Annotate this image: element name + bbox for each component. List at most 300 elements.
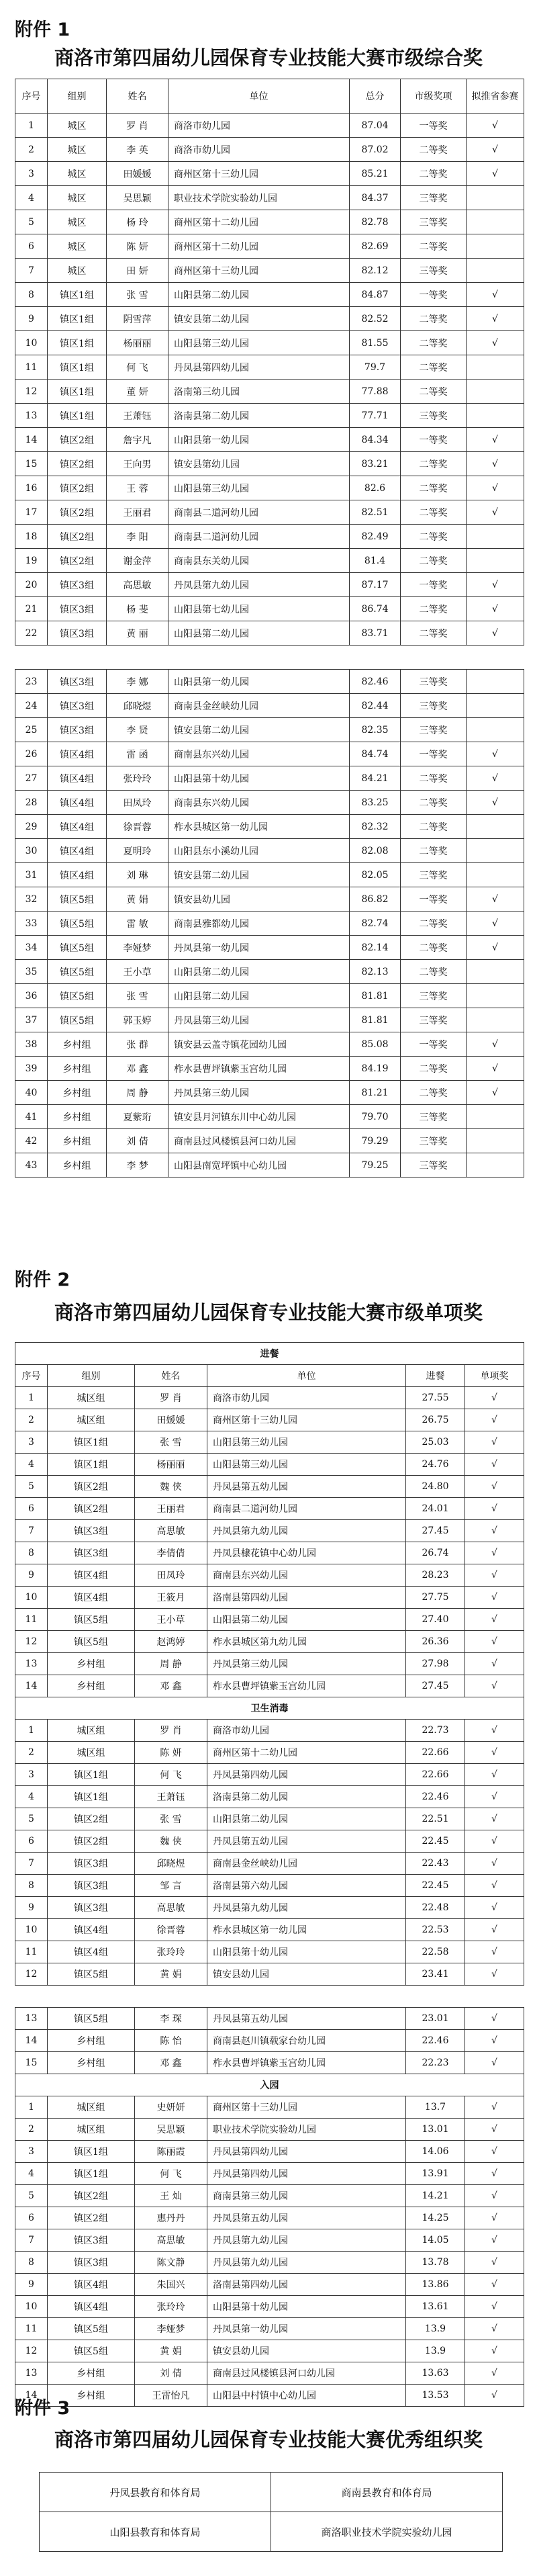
table-cell: 洛南县第六幼儿园 — [207, 1875, 406, 1897]
table-cell: 乡村组 — [48, 1675, 135, 1697]
table-cell: 郭玉婷 — [107, 1008, 168, 1032]
table-cell: 三等奖 — [401, 718, 467, 742]
table-cell: 81.55 — [350, 331, 401, 355]
table-cell: 李 贤 — [107, 718, 168, 742]
table-cell — [467, 984, 524, 1008]
table-cell: 10 — [15, 331, 48, 355]
table-row — [15, 355, 524, 380]
table-cell: 洛南县第四幼儿园 — [207, 1587, 406, 1609]
table-cell: 12 — [15, 1631, 48, 1653]
column-header: 姓名 — [135, 1365, 207, 1387]
table-cell: 镇区5组 — [48, 960, 107, 984]
table-cell: 35 — [15, 960, 48, 984]
table-cell: 二等奖 — [401, 960, 467, 984]
table-cell: 37 — [15, 1008, 48, 1032]
table-row — [15, 549, 524, 573]
table-cell: √ — [467, 331, 524, 355]
table-cell: 王小草 — [107, 960, 168, 984]
table-cell: 三等奖 — [401, 1008, 467, 1032]
table-cell: 乡村组 — [48, 2362, 135, 2385]
table-cell: 一等奖 — [401, 573, 467, 597]
table-cell: 镇区3组 — [48, 718, 107, 742]
table-cell — [467, 186, 524, 210]
column-header: 市级奖项 — [401, 79, 467, 114]
table-cell: 二等奖 — [401, 234, 467, 259]
table-cell: 商南县过风楼镇县河口幼儿园 — [207, 2362, 406, 2385]
table-cell: √ — [467, 1081, 524, 1105]
table-cell: 22.51 — [406, 1808, 465, 1830]
table-cell: 商南县教育和体育局 — [271, 2473, 503, 2512]
table-cell: 镇区2组 — [48, 1808, 135, 1830]
table-cell: 李 梦 — [107, 1153, 168, 1178]
table-cell: 丹凤县第九幼儿园 — [168, 573, 350, 597]
table-cell: 杨丽丽 — [107, 331, 168, 355]
table-cell: 商洛市幼儿园 — [168, 138, 350, 162]
table-cell: 阴雪萍 — [107, 307, 168, 331]
table-cell: 5 — [15, 1476, 48, 1498]
table-cell: 朱国兴 — [135, 2274, 207, 2296]
table-cell: 16 — [15, 476, 48, 500]
table-cell: 镇区4组 — [48, 863, 107, 887]
table-row — [15, 283, 524, 307]
table-row — [15, 307, 524, 331]
table-cell: 城区 — [48, 138, 107, 162]
table-cell: 镇区4组 — [48, 766, 107, 791]
table-cell: 镇区4组 — [48, 2274, 135, 2296]
table-cell: 二等奖 — [401, 815, 467, 839]
table-cell: 镇区1组 — [48, 380, 107, 404]
table-row — [15, 1830, 524, 1853]
table-cell: 镇区5组 — [48, 1609, 135, 1631]
table-cell: 田媛媛 — [107, 162, 168, 186]
table-cell: 二等奖 — [401, 476, 467, 500]
table-cell: 79.7 — [350, 355, 401, 380]
table-cell: 罗 肖 — [135, 1387, 207, 1409]
table-row — [15, 428, 524, 452]
table-cell: 魏 侠 — [135, 1830, 207, 1853]
table-cell: √ — [465, 1764, 524, 1786]
table-cell: 何 飞 — [135, 2163, 207, 2185]
table-cell: 职业技术学院实验幼儿园 — [168, 186, 350, 210]
table-cell: √ — [467, 307, 524, 331]
table-cell: 13 — [15, 2362, 48, 2385]
table-cell: 23.41 — [406, 1963, 465, 1986]
table-cell — [467, 1153, 524, 1178]
table-cell: 镇区4组 — [48, 2296, 135, 2318]
table-row — [15, 2229, 524, 2252]
table-cell: 城区 — [48, 234, 107, 259]
table-cell: 张玲玲 — [135, 2296, 207, 2318]
table-cell: 一等奖 — [401, 283, 467, 307]
table-row — [15, 1129, 524, 1153]
table-cell: 丹凤县第三幼儿园 — [168, 1081, 350, 1105]
table-cell: 27.40 — [406, 1609, 465, 1631]
table-cell: 商州区第十二幼儿园 — [168, 210, 350, 234]
table-cell: 山阳县中村镇中心幼儿园 — [207, 2385, 406, 2407]
table-cell: 一等奖 — [401, 742, 467, 766]
table-cell: 84.74 — [350, 742, 401, 766]
table-cell: 柞水县城区第九幼儿园 — [207, 1631, 406, 1653]
table-cell: 镇区1组 — [48, 404, 107, 428]
table-cell: 三等奖 — [401, 694, 467, 718]
table-cell: 6 — [15, 234, 48, 259]
table-cell: 22.66 — [406, 1764, 465, 1786]
table-cell: 82.74 — [350, 912, 401, 936]
table-cell: 丹凤县第一幼儿园 — [168, 936, 350, 960]
table-cell: 30 — [15, 839, 48, 863]
table-cell: 入园 — [15, 2074, 524, 2096]
table-cell: 李娅梦 — [107, 936, 168, 960]
table-cell: √ — [465, 1587, 524, 1609]
table-cell: 镇区5组 — [48, 2340, 135, 2362]
table-cell: 二等奖 — [401, 912, 467, 936]
table-cell: 柞水县城区第一幼儿园 — [207, 1919, 406, 1941]
table-cell: 镇区2组 — [48, 2185, 135, 2207]
table-cell: 26.36 — [406, 1631, 465, 1653]
table-cell: 31 — [15, 863, 48, 887]
table-cell: 镇区3组 — [48, 694, 107, 718]
table-cell: 27.45 — [406, 1520, 465, 1542]
table-cell: √ — [465, 1720, 524, 1742]
table-cell: 邓 鑫 — [107, 1057, 168, 1081]
table-cell: 邱晓煜 — [107, 694, 168, 718]
table-cell: 26.74 — [406, 1542, 465, 1564]
table-cell: 10 — [15, 2296, 48, 2318]
table-cell: 镇区2组 — [48, 476, 107, 500]
table-row — [15, 2185, 524, 2207]
table-cell: 10 — [15, 1919, 48, 1941]
table-row — [15, 670, 524, 694]
table-cell: 杨 斐 — [107, 597, 168, 621]
table-cell: 山阳县第三幼儿园 — [207, 1431, 406, 1454]
table-cell: 82.78 — [350, 210, 401, 234]
table-cell: 42 — [15, 1129, 48, 1153]
table-cell: 山阳县教育和体育局 — [40, 2512, 271, 2552]
table-row — [40, 2473, 503, 2512]
table-cell: 王向男 — [107, 452, 168, 476]
table-cell: 山阳县第二幼儿园 — [168, 960, 350, 984]
table-cell: 山阳县第三幼儿园 — [168, 476, 350, 500]
table-cell: √ — [465, 1808, 524, 1830]
table-cell: 5 — [15, 2185, 48, 2207]
table-row — [15, 2385, 524, 2407]
table-cell: 镇区4组 — [48, 815, 107, 839]
table-row — [15, 1963, 524, 1986]
table-cell: √ — [465, 2096, 524, 2119]
table-cell: 9 — [15, 307, 48, 331]
table-cell: √ — [467, 138, 524, 162]
table-cell: 18 — [15, 525, 48, 549]
table-cell: 镇安县幼儿园 — [207, 1963, 406, 1986]
table-row — [15, 1476, 524, 1498]
table-cell: √ — [467, 114, 524, 138]
table-row — [15, 1520, 524, 1542]
table-row — [15, 1764, 524, 1786]
table-cell: 洛南县第四幼儿园 — [207, 2274, 406, 2296]
table-cell: 84.19 — [350, 1057, 401, 1081]
table-cell: 29 — [15, 815, 48, 839]
table-cell: √ — [465, 1786, 524, 1808]
table-cell: √ — [467, 936, 524, 960]
table-row — [15, 912, 524, 936]
table-cell: 三等奖 — [401, 259, 467, 283]
table-cell: 三等奖 — [401, 210, 467, 234]
column-header: 姓名 — [107, 79, 168, 114]
table-cell: √ — [465, 1387, 524, 1409]
table-cell: 周 静 — [107, 1081, 168, 1105]
attachment-3-label: 附件 3 — [15, 2398, 70, 2419]
table-cell: 17 — [15, 500, 48, 525]
table-cell: 87.02 — [350, 138, 401, 162]
table-cell — [467, 549, 524, 573]
table-cell: 商南县雅都幼儿园 — [168, 912, 350, 936]
table-row — [15, 1742, 524, 1764]
table-cell: 丹凤县第五幼儿园 — [207, 2207, 406, 2229]
table-cell: 陈 妍 — [107, 234, 168, 259]
table-cell: 雷 敏 — [107, 912, 168, 936]
table-cell: 李 琛 — [135, 2008, 207, 2030]
table-cell: 12 — [15, 1963, 48, 1986]
table-cell: 镇区5组 — [48, 984, 107, 1008]
table-cell: 22.48 — [406, 1897, 465, 1919]
table-cell: 徐晋蓉 — [135, 1919, 207, 1941]
table-cell: 周 静 — [135, 1653, 207, 1675]
table-cell: 罗 肖 — [107, 114, 168, 138]
table-cell: 城区 — [48, 210, 107, 234]
table-cell — [467, 815, 524, 839]
table-cell: 黄 娟 — [107, 887, 168, 912]
table-cell: 商南县金丝峡幼儿园 — [207, 1853, 406, 1875]
table-cell: 15 — [15, 452, 48, 476]
table-cell: √ — [465, 2274, 524, 2296]
table-cell: √ — [465, 1520, 524, 1542]
table-cell: 镇区4组 — [48, 839, 107, 863]
table-cell: 13 — [15, 1653, 48, 1675]
table-cell: √ — [465, 2362, 524, 2385]
table-cell: 镇区5组 — [48, 2318, 135, 2340]
table-cell: 镇安县幼儿园 — [207, 2340, 406, 2362]
table-cell: √ — [467, 742, 524, 766]
table-cell: 7 — [15, 259, 48, 283]
table-cell: 李 英 — [107, 138, 168, 162]
table-cell — [467, 839, 524, 863]
table-row — [15, 452, 524, 476]
table-cell: 13.9 — [406, 2340, 465, 2362]
table-cell: 镇区2组 — [48, 1830, 135, 1853]
table-cell: 87.04 — [350, 114, 401, 138]
table-cell: 84.21 — [350, 766, 401, 791]
table-cell: √ — [465, 1564, 524, 1587]
table-cell: 14 — [15, 1675, 48, 1697]
table-cell: √ — [465, 1631, 524, 1653]
table-cell: 二等奖 — [401, 331, 467, 355]
table-row — [15, 1498, 524, 1520]
table-cell: 丹凤县第四幼儿园 — [207, 2141, 406, 2163]
table-cell: 丹凤县棣花镇中心幼儿园 — [207, 1542, 406, 1564]
column-header: 组别 — [48, 79, 107, 114]
table-cell — [467, 404, 524, 428]
table-cell: 丹凤县第一幼儿园 — [207, 2318, 406, 2340]
table-row — [15, 2141, 524, 2163]
table-cell: 二等奖 — [401, 355, 467, 380]
table-cell: 83.25 — [350, 791, 401, 815]
table-cell: 镇区3组 — [48, 597, 107, 621]
table-cell: 王雷怡凡 — [135, 2385, 207, 2407]
table-cell: 22.53 — [406, 1919, 465, 1941]
table-cell: 9 — [15, 1564, 48, 1587]
table-cell: 3 — [15, 162, 48, 186]
table-row — [15, 766, 524, 791]
column-header: 单位 — [207, 1365, 406, 1387]
table-cell: 87.17 — [350, 573, 401, 597]
table-cell: 二等奖 — [401, 380, 467, 404]
table-cell: 邹 言 — [135, 1875, 207, 1897]
table-cell: 三等奖 — [401, 863, 467, 887]
table-cell: √ — [465, 2163, 524, 2185]
table-row — [15, 259, 524, 283]
table-cell: 田 妍 — [107, 259, 168, 283]
table-cell: 镇安县第二幼儿园 — [168, 718, 350, 742]
table-cell: 山阳县第二幼儿园 — [207, 1808, 406, 1830]
table-row — [15, 210, 524, 234]
table-cell: 乡村组 — [48, 2052, 135, 2074]
table-cell: 进餐 — [15, 1343, 524, 1365]
table-cell: 82.46 — [350, 670, 401, 694]
table-cell: 高思敏 — [135, 1520, 207, 1542]
column-header: 序号 — [15, 1365, 48, 1387]
table-cell: 二等奖 — [401, 791, 467, 815]
table-cell: 8 — [15, 283, 48, 307]
table-row — [15, 1542, 524, 1564]
table-cell: 山阳县第二幼儿园 — [168, 984, 350, 1008]
table-cell: 城区组 — [48, 2096, 135, 2119]
table-row — [15, 2096, 524, 2119]
table-cell: 8 — [15, 1542, 48, 1564]
attachment-1-title: 商洛市第四届幼儿园保育专业技能大赛市级综合奖 — [54, 46, 483, 69]
table-cell: 丹凤县第四幼儿园 — [207, 1764, 406, 1786]
table-cell: 田凤玲 — [135, 1564, 207, 1587]
table-cell: 11 — [15, 1609, 48, 1631]
table-cell: 田媛媛 — [135, 1409, 207, 1431]
table-cell — [467, 234, 524, 259]
table-row — [15, 1609, 524, 1631]
table-cell: 镇区2组 — [48, 525, 107, 549]
table-cell: 邱晓煜 — [135, 1853, 207, 1875]
table-cell: √ — [467, 912, 524, 936]
table-cell: 镇区5组 — [48, 936, 107, 960]
table-cell: √ — [465, 1409, 524, 1431]
table-cell: 43 — [15, 1153, 48, 1178]
table-cell: 夏明玲 — [107, 839, 168, 863]
table-cell: 82.44 — [350, 694, 401, 718]
table-cell: 镇区1组 — [48, 355, 107, 380]
table-cell: 镇区3组 — [48, 2229, 135, 2252]
table-cell: 邓 鑫 — [135, 2052, 207, 2074]
table-cell: √ — [467, 887, 524, 912]
table-row — [15, 1431, 524, 1454]
table-cell: √ — [465, 1963, 524, 1986]
table-cell: 1 — [15, 1387, 48, 1409]
table-cell: 镇安县幼儿园 — [168, 887, 350, 912]
table-cell: 赵鸿婷 — [135, 1631, 207, 1653]
table-cell: 二等奖 — [401, 452, 467, 476]
table-cell: 商南县二道河幼儿园 — [168, 525, 350, 549]
table-cell: 何 飞 — [107, 355, 168, 380]
table-cell: √ — [467, 476, 524, 500]
table-cell — [467, 1105, 524, 1129]
table-cell: 84.87 — [350, 283, 401, 307]
table-cell: √ — [467, 791, 524, 815]
table-row — [15, 1387, 524, 1409]
table-cell: 乡村组 — [48, 1129, 107, 1153]
table-cell: 82.49 — [350, 525, 401, 549]
table-cell: √ — [467, 162, 524, 186]
table-row — [15, 2362, 524, 2385]
comprehensive-award-table — [15, 79, 524, 1178]
table-cell: 14 — [15, 2030, 48, 2052]
table-cell: 吴思颖 — [135, 2119, 207, 2141]
table-cell: 城区 — [48, 114, 107, 138]
table-cell: √ — [465, 1897, 524, 1919]
table-cell — [467, 694, 524, 718]
table-header — [15, 79, 524, 114]
table-cell: 镇区4组 — [48, 742, 107, 766]
organization-award-table — [39, 2472, 503, 2552]
table-cell: 三等奖 — [401, 1129, 467, 1153]
table-cell: 27.55 — [406, 1387, 465, 1409]
table-cell: 13.78 — [406, 2252, 465, 2274]
table-row — [15, 1941, 524, 1963]
table-cell: 24 — [15, 694, 48, 718]
table-row — [15, 2340, 524, 2362]
table-cell: 镇区5组 — [48, 1008, 107, 1032]
table-row — [15, 162, 524, 186]
table-cell: √ — [467, 766, 524, 791]
table-cell — [467, 718, 524, 742]
table-cell: √ — [465, 2318, 524, 2340]
table-row — [15, 234, 524, 259]
table-cell: 乡村组 — [48, 1105, 107, 1129]
table-cell: 25 — [15, 718, 48, 742]
table-cell: 2 — [15, 2119, 48, 2141]
table-cell: 乡村组 — [48, 2385, 135, 2407]
table-cell: 镇区3组 — [48, 573, 107, 597]
table-cell: 22.45 — [406, 1875, 465, 1897]
table-row — [15, 380, 524, 404]
table-row — [15, 2008, 524, 2030]
table-cell: 柞水县曹坪镇紫玉宫幼儿园 — [207, 2052, 406, 2074]
table-cell: 27.98 — [406, 1653, 465, 1675]
table-cell: 商南县东兴幼儿园 — [168, 791, 350, 815]
table-cell: 二等奖 — [401, 525, 467, 549]
table-cell: 山阳县第一幼儿园 — [168, 670, 350, 694]
table-cell: 83.71 — [350, 621, 401, 646]
table-cell: 27.75 — [406, 1587, 465, 1609]
table-cell: 城区 — [48, 162, 107, 186]
table-cell: 黄 娟 — [135, 1963, 207, 1986]
table-cell: 雷 函 — [107, 742, 168, 766]
section-header — [15, 1697, 524, 1720]
table-cell: 洛南县第二幼儿园 — [168, 404, 350, 428]
table-cell: 丹凤县第九幼儿园 — [207, 2252, 406, 2274]
table-cell — [467, 1129, 524, 1153]
table-cell: 李 阳 — [107, 525, 168, 549]
table-cell: 12 — [15, 380, 48, 404]
table-cell: 36 — [15, 984, 48, 1008]
table-cell: 镇区3组 — [48, 2252, 135, 2274]
table-cell: 镇区4组 — [48, 1564, 135, 1587]
table-row — [15, 476, 524, 500]
